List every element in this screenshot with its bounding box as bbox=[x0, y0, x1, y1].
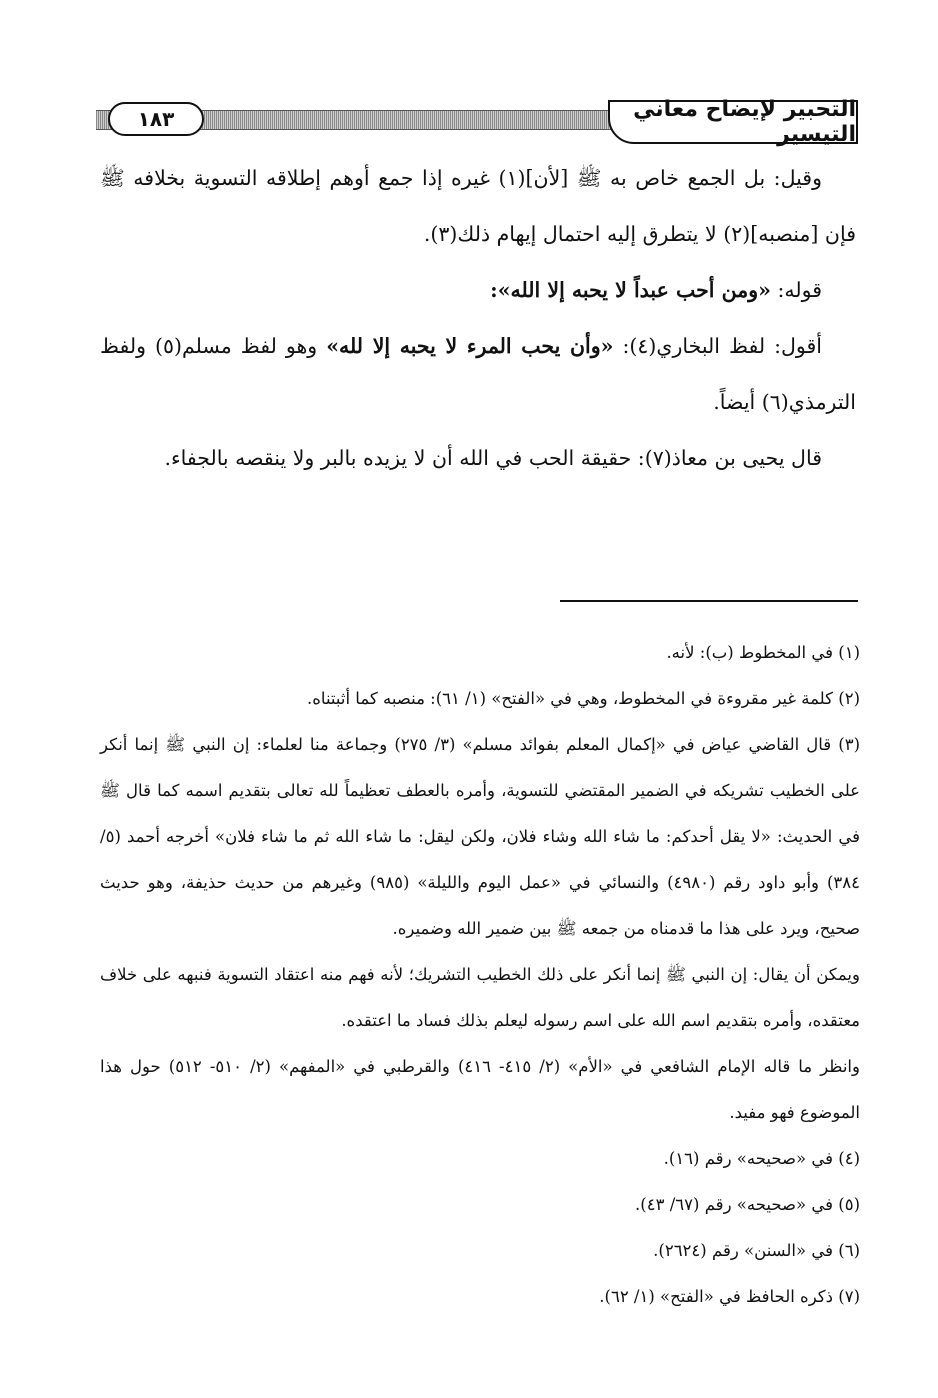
footnote-2: (٢) كلمة غير مقروءة في المخطوط، وهي في «الفتح» (١/ ٦١): منصبه كما أثبتناه. bbox=[307, 689, 860, 708]
footnote-3-continued: ويمكن أن يقال: إن النبي ﷺ إنما أنكر على ذلك الخطيب التشريك؛ لأنه فهم منه اعتقاد التسوية فنبهه على خلاف معتقده، وأمره بتقديم اسم الله على اسم رسوله ليعلم بذلك فساد ما اعتقده. bbox=[100, 965, 860, 1030]
footnote-6: (٦) في «السنن» رقم (٢٦٢٤). bbox=[653, 1241, 860, 1260]
paragraph-2-prefix: قوله: bbox=[770, 278, 822, 302]
footnote-3-reference: وانظر ما قاله الإمام الشافعي في «الأم» (٢/ ٤١٥- ٤١٦) والقرطبي في «المفهم» (٢/ ٥١٠- ٥١٢) حول هذا الموضوع فهو مفيد. bbox=[100, 1057, 860, 1122]
footnotes bbox=[100, 630, 860, 1320]
paragraph-1: وقيل: بل الجمع خاص به ﷺ [لأن](١) غيره إذا جمع أوهم إطلاقه التسوية بخلافه ﷺ فإن [منصبه](٢) لا يتطرق إليه احتمال إيهام ذلك(٣). bbox=[100, 166, 856, 246]
page-number: ١٨٣ bbox=[108, 102, 204, 136]
footnote-7: (٧) ذكره الحافظ في «الفتح» (١/ ٦٢). bbox=[599, 1287, 860, 1306]
paragraph-2 bbox=[100, 262, 856, 318]
paragraph-3-start: أقول: لفظ البخاري(٤): bbox=[613, 334, 823, 358]
footnote-5: (٥) في «صحيحه» رقم (٦٧/ ٤٣). bbox=[635, 1195, 860, 1214]
main-text bbox=[100, 150, 856, 486]
running-title: التحبير لإيضاح معاني التيسير bbox=[608, 100, 858, 144]
footnote-1: (١) في المخطوط (ب): لأنه. bbox=[666, 643, 860, 662]
footnote-4: (٤) في «صحيحه» رقم (١٦). bbox=[663, 1149, 860, 1168]
hadith-quote-2: «وأن يحب المرء لا يحبه إلا لله» bbox=[326, 334, 614, 358]
paragraph-4: قال يحيى بن معاذ(٧): حقيقة الحب في الله أن لا يزيده بالبر ولا ينقصه بالجفاء. bbox=[164, 446, 822, 470]
paragraph-3 bbox=[100, 318, 856, 430]
page-header bbox=[96, 97, 858, 148]
hadith-quote-1: «ومن أحب عبداً لا يحبه إلا الله»: bbox=[490, 278, 771, 302]
footnote-separator bbox=[560, 600, 858, 602]
footnote-3: (٣) قال القاضي عياض في «إكمال المعلم بفوائد مسلم» (٣/ ٢٧٥) وجماعة منا لعلماء: إن النبي ﷺ إنما أنكر على الخطيب تشريكه في الضمير المقتضي للتسوية، وأمره بالعطف تعظيماً لله تعالى بتقديم اسمه كما قال ﷺ في الحديث: «لا يقل أحدكم: ما شاء الله وشاء فلان، ولكن ليقل: ما شاء الله ثم ما شاء فلان» أخرجه أحمد (٥/ ٣٨٤) وأبو داود رقم (٤٩٨٠) والنسائي في «عمل اليوم والليلة» (٩٨٥) وغيرهم من حديث حذيفة، وهو حديث صحيح، ويرد على هذا ما قدمناه من جمعه ﷺ بين ضمير الله وضميره. bbox=[100, 735, 861, 938]
paragraph-3-end: وهو لفظ مسلم(٥) ولفظ الترمذي(٦) أيضاً. bbox=[100, 334, 856, 414]
